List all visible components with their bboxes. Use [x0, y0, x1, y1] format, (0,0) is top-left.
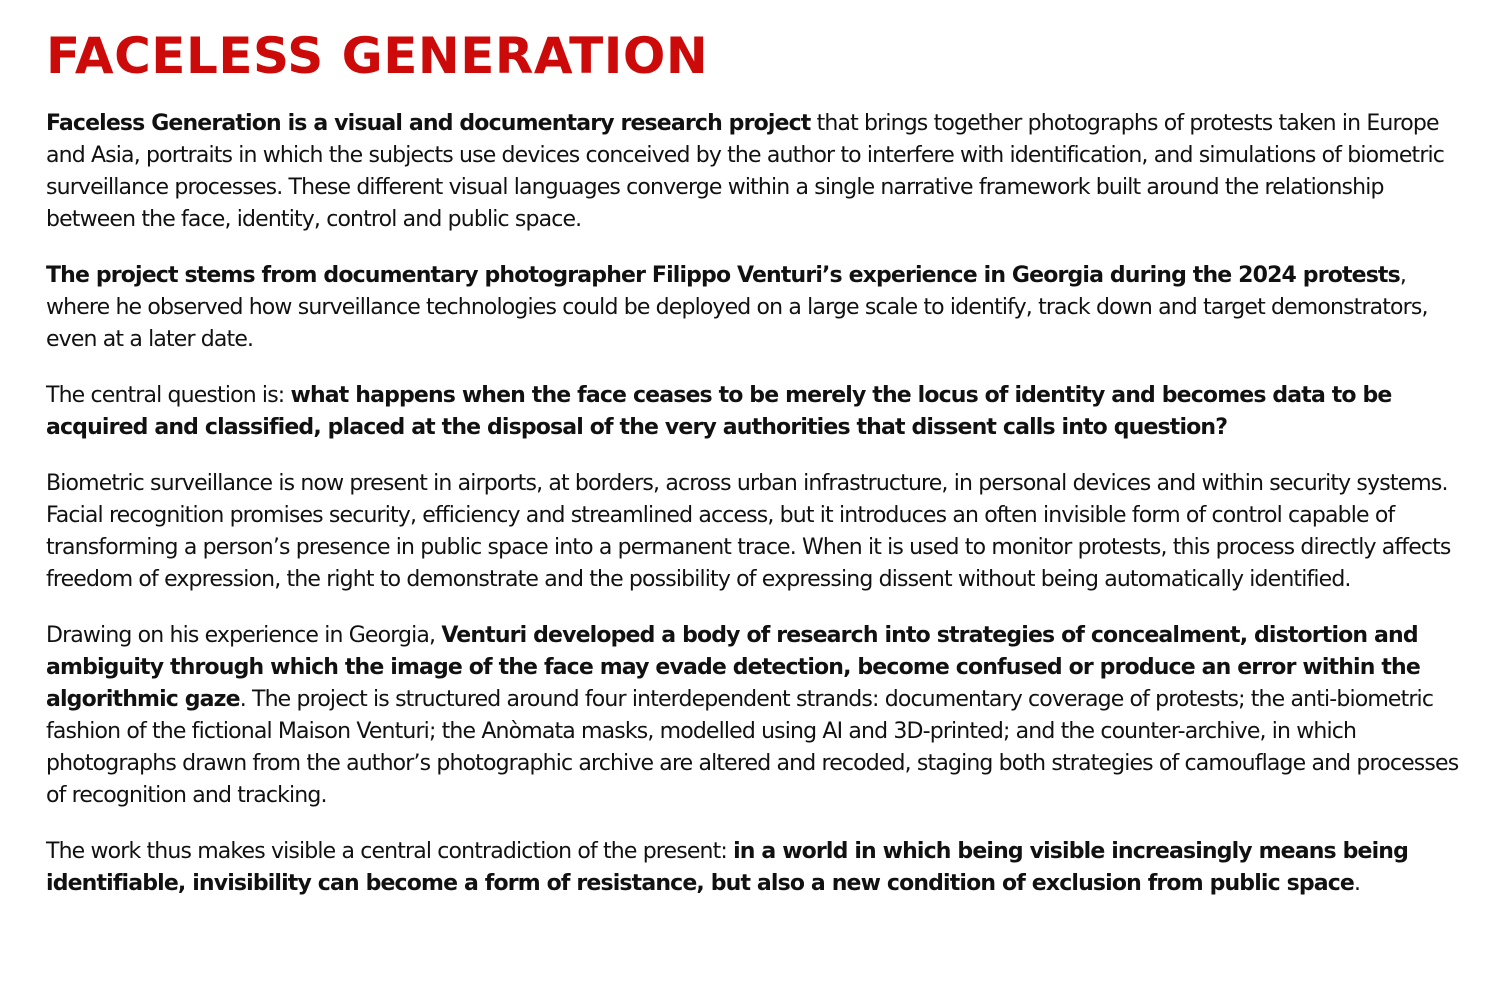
paragraph: [46, 108, 1464, 236]
paragraph: [46, 260, 1464, 356]
bold-text-run: The project stems from documentary photographer Filippo Venturi’s experience in Georgia during the 2024 protests: [46, 263, 1400, 288]
document-body: [46, 108, 1464, 900]
paragraph: [46, 836, 1464, 900]
text-run: The central question is:: [46, 383, 291, 408]
paragraph: [46, 620, 1464, 812]
document-page: [46, 24, 1464, 924]
text-run: . The project is structured around four interdependent strands: documentary coverage of protests; the anti-biometric fashion of the fictional Maison Venturi; the Anòmata masks, modelled using AI and 3D-printed; and the counter-archive, in which photographs drawn from the author’s photographic archive are altered and recoded, staging both strategies of camouflage and processes of recognition and tracking.: [46, 687, 1459, 808]
bold-text-run: Faceless Generation is a visual and documentary research project: [46, 111, 811, 136]
paragraph: [46, 380, 1464, 444]
text-run: , where he observed how surveillance technologies could be deployed on a large scale to identify, track down and target demonstrators, even at a later date.: [46, 263, 1428, 352]
text-run: The work thus makes visible a central contradiction of the present:: [46, 839, 734, 864]
paragraph: [46, 468, 1464, 596]
text-run: that brings together photographs of protests taken in Europe and Asia, portraits in which the subjects use devices conceived by the author to interfere with identification, and simulations of biometric surveillance processes. These different visual languages converge within a single narrative framework built around the relationship between the face, identity, control and public space.: [46, 111, 1445, 232]
bold-text-run: Venturi developed a body of research into strategies of concealment, distortion and ambiguity through which the image of the face may evade detection, become confused or produce an error within the algorithmic gaze: [46, 623, 1420, 712]
text-run: .: [1353, 871, 1361, 896]
text-run: Biometric surveillance is now present in airports, at borders, across urban infrastructure, in personal devices and within security systems. Facial recognition promises security, efficiency and streamlined access, but it introduces an often invisible form of control capable of transforming a person’s presence in public space into a permanent trace. When it is used to monitor protests, this process directly affects freedom of expression, the right to demonstrate and the possibility of expressing dissent without being automatically identified.: [46, 471, 1451, 592]
bold-text-run: what happens when the face ceases to be merely the locus of identity and becomes data to be acquired and classified, placed at the disposal of the very authorities that dissent calls into question?: [46, 383, 1392, 440]
document-title: FACELESS GENERATION: [46, 27, 709, 85]
bold-text-run: in a world in which being visible increasingly means being identifiable, invisibility can become a form of resistance, but also a new condition of exclusion from public space: [46, 839, 1408, 896]
text-run: Drawing on his experience in Georgia,: [46, 623, 442, 648]
